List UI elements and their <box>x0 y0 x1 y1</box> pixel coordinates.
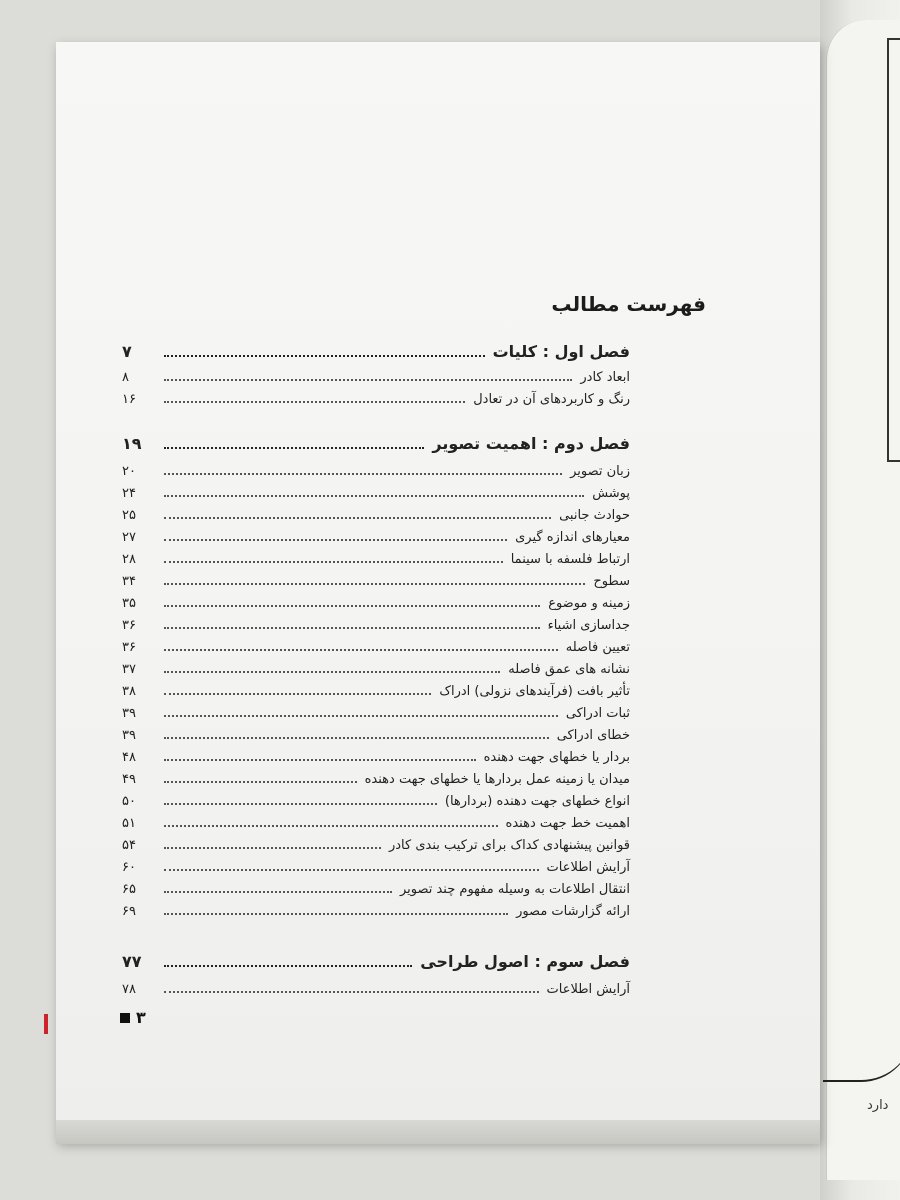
dot-leader <box>164 693 431 695</box>
toc-chapter[interactable] <box>122 434 630 453</box>
toc-entry-label: تعیین فاصله <box>565 640 630 655</box>
toc-page-number: ۲۸ <box>122 552 136 567</box>
toc-entry[interactable] <box>122 728 630 743</box>
dot-leader <box>164 671 500 673</box>
toc-entry[interactable] <box>122 838 630 853</box>
toc-entry[interactable] <box>122 882 630 897</box>
toc-page-number: ۱۶ <box>122 392 136 407</box>
page-footer <box>120 1008 146 1027</box>
dot-leader <box>164 539 507 541</box>
dot-leader <box>164 913 508 915</box>
toc-entry-label: نشانه های عمق فاصله <box>508 662 630 677</box>
dot-leader <box>164 737 549 739</box>
toc-entry-label: پوشش <box>592 486 630 501</box>
toc-entry-label: ارتباط فلسفه با سینما <box>510 552 630 567</box>
toc-page-number: ۶۰ <box>122 860 136 875</box>
toc-entry-label: آرایش اطلاعات <box>546 860 630 875</box>
toc-page-number: ۳۵ <box>122 596 136 611</box>
toc-entry[interactable] <box>122 574 630 589</box>
toc-entry-label: جداسازی اشیاء <box>547 618 630 633</box>
dot-leader <box>164 517 551 519</box>
toc-entry-label: انواع خطهای جهت دهنده (بردارها) <box>444 794 630 809</box>
dot-leader <box>164 379 572 381</box>
toc-entry[interactable] <box>122 508 630 523</box>
toc-entry-label: زمینه و موضوع <box>548 596 630 611</box>
toc-entry-label: ثبات ادراکی <box>565 706 630 721</box>
toc-page-number: ۲۵ <box>122 508 136 523</box>
toc-entry[interactable] <box>122 662 630 677</box>
toc-entry-label: رنگ و کاربردهای آن در تعادل <box>473 392 630 407</box>
toc-entry[interactable] <box>122 596 630 611</box>
toc-page-number: ۲۰ <box>122 464 136 479</box>
toc-page-number: ۷۸ <box>122 982 136 997</box>
toc-page-number: ۱۹ <box>122 434 142 453</box>
toc-entry[interactable] <box>122 370 630 385</box>
toc-entry-label: تأثیر بافت (فرآیندهای نزولی) ادراک <box>439 684 630 699</box>
dot-leader <box>164 759 476 761</box>
dot-leader <box>164 447 424 449</box>
toc-page-number: ۵۱ <box>122 816 136 831</box>
toc-entry[interactable] <box>122 552 630 567</box>
toc-page-number: ۸ <box>122 370 129 385</box>
toc-chapter-label: فصل اول : کلیات <box>492 342 630 361</box>
footer-square-icon <box>120 1013 130 1023</box>
dot-leader <box>164 869 539 871</box>
toc-entry-label: زبان تصویر <box>570 464 630 479</box>
toc-entry[interactable] <box>122 750 630 765</box>
toc-page-number: ۳۸ <box>122 684 136 699</box>
toc-entry-label: قوانین پیشنهادی کداک برای ترکیب بندی کادر <box>388 838 630 853</box>
toc-page-number: ۶۹ <box>122 904 136 919</box>
dot-leader <box>164 847 381 849</box>
folio-page-number: ۳ <box>136 1008 146 1027</box>
toc-entry-label: ارائه گزارشات مصور <box>516 904 630 919</box>
dot-leader <box>164 825 498 827</box>
dot-leader <box>164 649 558 651</box>
toc-entry-label: خطای ادراکی <box>556 728 630 743</box>
toc-entry[interactable] <box>122 982 630 997</box>
toc-chapter-label: فصل سوم : اصول طراحی <box>420 952 630 971</box>
toc-page-number: ۳۷ <box>122 662 136 677</box>
toc-page-number: ۴۸ <box>122 750 136 765</box>
toc-page-number: ۲۷ <box>122 530 136 545</box>
toc-entry[interactable] <box>122 904 630 919</box>
toc-entry[interactable] <box>122 860 630 875</box>
toc-entry[interactable] <box>122 706 630 721</box>
dot-leader <box>164 561 503 563</box>
toc-entry[interactable] <box>122 794 630 809</box>
dot-leader <box>164 401 465 403</box>
toc-page-number: ۳۶ <box>122 618 136 633</box>
dot-leader <box>164 355 485 357</box>
toc-page-number: ۳۶ <box>122 640 136 655</box>
toc-page-number: ۶۵ <box>122 882 136 897</box>
dot-leader <box>164 715 558 717</box>
toc-title: فهرست مطالب <box>551 292 706 316</box>
toc-page-number: ۳۴ <box>122 574 136 589</box>
dot-leader <box>164 473 562 475</box>
toc-chapter[interactable] <box>122 952 630 971</box>
toc-entry-label: سطوح <box>593 574 630 589</box>
toc-entry[interactable] <box>122 684 630 699</box>
dot-leader <box>164 991 539 993</box>
toc-entry[interactable] <box>122 486 630 501</box>
toc-page-number: ۴۹ <box>122 772 136 787</box>
toc-entry-label: معیارهای اندازه گیری <box>515 530 630 545</box>
dot-leader <box>164 781 357 783</box>
toc-page-number: ۵۰ <box>122 794 136 809</box>
dot-leader <box>164 605 540 607</box>
dot-leader <box>164 891 392 893</box>
toc-entry-label: میدان یا زمینه عمل بردارها یا خطهای جهت دهنده <box>364 772 630 787</box>
dot-leader <box>164 965 412 967</box>
toc-entry[interactable] <box>122 816 630 831</box>
dot-leader <box>164 803 437 805</box>
dot-leader <box>164 627 540 629</box>
toc-entry-label: انتقال اطلاعات به وسیله مفهوم چند تصویر <box>399 882 630 897</box>
toc-page-number: ۷۷ <box>122 952 142 971</box>
facing-page-text: دارد <box>867 1098 889 1113</box>
toc-entry-label: ابعاد کادر <box>580 370 630 385</box>
toc-page-number: ۳۹ <box>122 728 136 743</box>
toc-page-number: ۵۴ <box>122 838 136 853</box>
toc-entry[interactable] <box>122 464 630 479</box>
toc-entry[interactable] <box>122 618 630 633</box>
toc-chapter-label: فصل دوم : اهمیت تصویر <box>432 434 630 453</box>
toc-entry[interactable] <box>122 530 630 545</box>
toc-entry-label: اهمیت خط جهت دهنده <box>505 816 630 831</box>
dot-leader <box>164 495 584 497</box>
toc-page-number: ۷ <box>122 342 132 361</box>
dot-leader <box>164 583 585 585</box>
toc-entry[interactable] <box>122 772 630 787</box>
toc-entry[interactable] <box>122 640 630 655</box>
toc-page-number: ۲۴ <box>122 486 136 501</box>
toc-entry-label: بردار یا خطهای جهت دهنده <box>483 750 630 765</box>
toc-page-number: ۳۹ <box>122 706 136 721</box>
toc-entry-label: حوادث جانبی <box>559 508 630 523</box>
toc-chapter[interactable] <box>122 342 630 361</box>
toc-entry[interactable] <box>122 392 630 407</box>
toc-entry-label: آرایش اطلاعات <box>546 982 630 997</box>
